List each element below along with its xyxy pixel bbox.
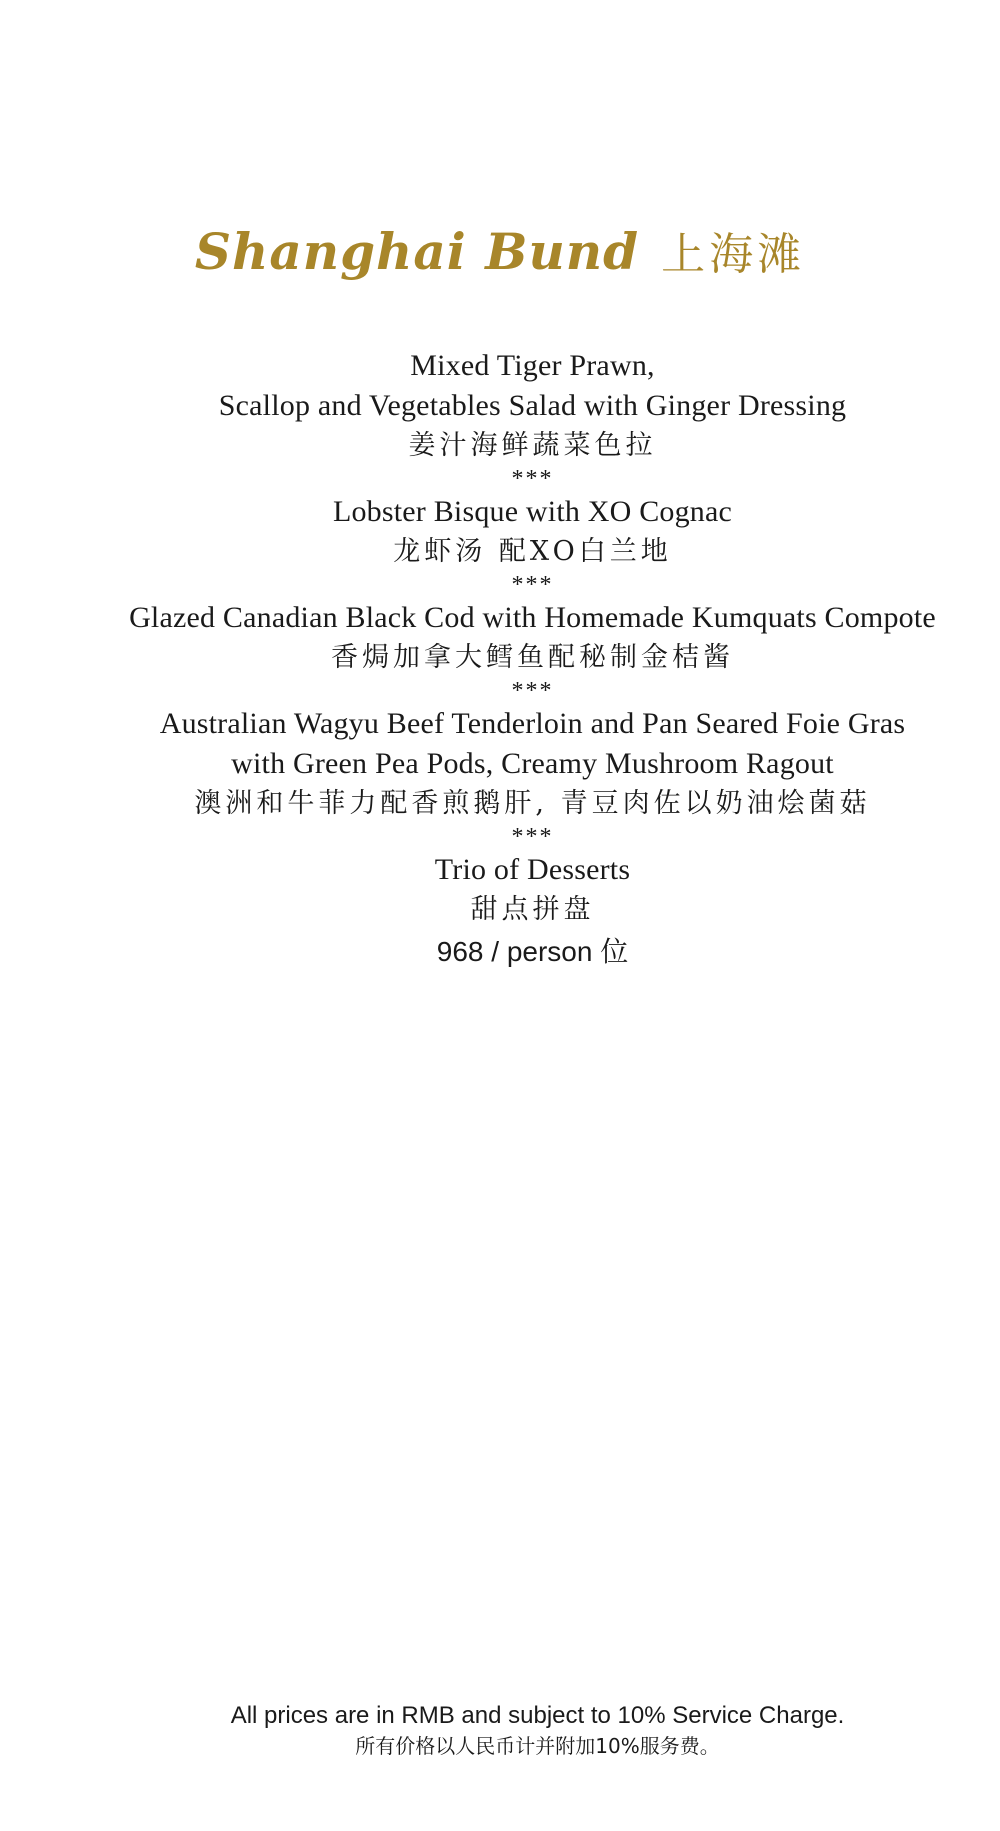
course-1-name-line-1: Mixed Tiger Prawn, <box>410 349 655 382</box>
course-separator: *** <box>511 824 554 850</box>
price-note-english: All prices are in RMB and subject to 10% Service Charge. <box>230 1702 845 1729</box>
course-3-name: Glazed Canadian Black Cod with Homemade Kumquats Compote <box>129 601 936 634</box>
course-separator: *** <box>511 678 554 704</box>
course-5-name: Trio of Desserts <box>434 853 631 886</box>
course-3-name-chinese: 香焗加拿大鳕鱼配秘制金桔酱 <box>331 642 734 673</box>
price-note <box>45 1700 1000 1760</box>
menu-title-chinese: 上海滩 <box>661 229 806 280</box>
menu-title-english: Shanghai Bund <box>194 222 640 281</box>
course-2-name-chinese: 龙虾汤 配XO白兰地 <box>393 536 672 567</box>
course-2-name: Lobster Bisque with XO Cognac <box>332 495 733 528</box>
menu-price: 968 / person 位 <box>436 936 629 967</box>
menu-title <box>0 218 1000 282</box>
course-1-name-line-2: Scallop and Vegetables Salad with Ginger Dressing <box>218 389 847 422</box>
course-separator: *** <box>511 466 554 492</box>
set-menu <box>40 346 1000 972</box>
course-1-name-chinese: 姜汁海鲜蔬菜色拉 <box>408 430 657 461</box>
course-4-name-line-2: with Green Pea Pods, Creamy Mushroom Ragout <box>231 747 834 780</box>
course-4-name-line-1: Australian Wagyu Beef Tenderloin and Pan Seared Foie Gras <box>159 707 906 740</box>
price-note-chinese: 所有价格以人民币计并附加10%服务费。 <box>355 1734 720 1758</box>
course-separator: *** <box>511 572 554 598</box>
course-4-name-chinese: 澳洲和牛菲力配香煎鹅肝, 青豆肉佐以奶油烩菌菇 <box>194 788 871 819</box>
course-5-name-chinese: 甜点拼盘 <box>470 894 595 925</box>
